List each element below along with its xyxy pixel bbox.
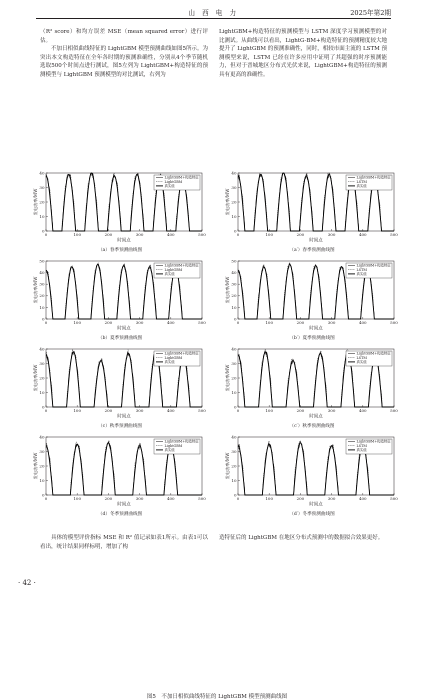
x-tick-label: 400 (166, 320, 175, 325)
x-tick-label: 300 (135, 320, 144, 325)
legend-entry: 真实值 (356, 184, 367, 188)
chart-svg (30, 259, 210, 335)
body-column-right-bottom (219, 534, 387, 543)
x-tick-label: 200 (296, 496, 305, 501)
y-axis-label: 发电功率/MW (33, 364, 38, 392)
x-tick-label: 0 (236, 232, 240, 237)
paragraph: 不加日相似曲线特征的 LightGBM 模型预测曲线如图5所示。为突出本文构造特征在全年各时期的预测准确性，分别从4个季节随机选取500个时间点进行测试，图5左列为 LightGBM+构造特征的预测模型与 LightGBM 预测模型的对比测试，右列为 (40, 46, 208, 78)
panel-caption: （d）冬季预测曲线图 (97, 512, 143, 517)
y-tick-label: 30 (231, 448, 237, 454)
panel-caption: （d′）冬季预测曲线图 (289, 512, 335, 517)
legend-entry: LightGBM+构造特征 (356, 263, 391, 268)
y-axis-label: 发电功率/MW (225, 276, 230, 304)
x-tick-label: 0 (236, 320, 240, 325)
legend-entry: LightGBM+构造特征 (356, 175, 391, 180)
legend-entry: LightGBM+构造特征 (356, 439, 391, 444)
y-axis-label: 发电功率/MW (33, 276, 38, 304)
y-tick-label: 20 (231, 375, 237, 381)
panel-caption: （a）春季预测曲线图 (97, 248, 143, 253)
body-column-right (219, 28, 387, 80)
x-tick-label: 300 (135, 232, 144, 237)
legend-entry: LightGBM+构造特征 (164, 263, 199, 268)
legend-entry: LSTM (356, 267, 367, 272)
y-tick-label: 30 (39, 281, 45, 287)
y-tick-label: 20 (39, 293, 45, 299)
x-tick-label: 500 (198, 320, 206, 325)
x-tick-label: 500 (390, 320, 398, 325)
y-tick-label: 30 (39, 360, 45, 366)
legend-entry: LightGBM+构造特征 (164, 439, 199, 444)
y-tick-label: 0 (233, 492, 237, 498)
y-tick-label: 10 (231, 304, 237, 310)
legend-entry: LightGBM (164, 355, 183, 360)
x-tick-label: 400 (358, 320, 367, 325)
panel-caption: （a′）春季预测曲线图 (289, 248, 335, 253)
x-tick-label: 100 (265, 232, 274, 237)
y-axis-label: 发电功率/MW (225, 364, 230, 392)
x-tick-label: 100 (265, 320, 274, 325)
y-tick-label: 40 (39, 270, 45, 275)
legend-entry: LSTM (356, 355, 367, 360)
chart-svg (222, 347, 402, 423)
y-tick-label: 20 (231, 463, 237, 469)
legend-entry: LSTM (356, 443, 367, 448)
x-axis-label: 时间点 (309, 238, 323, 244)
x-axis-label: 时间点 (117, 414, 131, 420)
chart-panel-b′ (222, 259, 402, 344)
y-tick-label: 20 (231, 199, 237, 205)
x-tick-label: 0 (44, 232, 48, 237)
legend-entry: LightGBM+构造特征 (164, 175, 199, 180)
x-tick-label: 400 (358, 496, 367, 501)
x-tick-label: 500 (390, 232, 398, 237)
y-tick-label: 30 (231, 360, 237, 366)
paragraph: 造特征后的 LightGBM 在地区分布式预测中的数据拟合效果更好。 (219, 535, 384, 541)
x-tick-label: 100 (73, 408, 82, 413)
x-tick-label: 500 (198, 408, 206, 413)
legend-entry: 真实值 (164, 360, 175, 364)
x-tick-label: 200 (104, 496, 113, 501)
x-tick-label: 300 (327, 408, 336, 413)
x-tick-label: 0 (236, 408, 240, 413)
chart-panel-d (30, 435, 210, 520)
x-axis-label: 时间点 (117, 502, 131, 508)
x-tick-label: 0 (44, 496, 48, 501)
x-tick-label: 0 (44, 320, 48, 325)
y-axis-label: 发电功率/MW (225, 452, 230, 480)
y-tick-label: 40 (231, 270, 237, 275)
legend-entry: LightGBM+构造特征 (356, 351, 391, 356)
body-column-left (40, 28, 208, 80)
x-tick-label: 400 (358, 232, 367, 237)
y-tick-label: 30 (39, 448, 45, 454)
chart-svg (30, 435, 210, 511)
chart-panel-a′ (222, 171, 402, 256)
x-tick-label: 400 (166, 232, 175, 237)
x-axis-label: 时间点 (309, 414, 323, 420)
x-tick-label: 500 (390, 408, 398, 413)
y-tick-label: 0 (41, 316, 45, 322)
legend-entry: 真实值 (164, 184, 175, 188)
chart-panel-b (30, 259, 210, 344)
y-tick-label: 0 (233, 404, 237, 410)
legend-entry: LightGBM (164, 443, 183, 448)
x-tick-label: 200 (296, 408, 305, 413)
y-tick-label: 40 (231, 170, 237, 176)
y-tick-label: 20 (39, 199, 45, 205)
x-tick-label: 200 (296, 232, 305, 237)
x-tick-label: 500 (390, 496, 398, 501)
x-tick-label: 300 (327, 496, 336, 501)
legend-entry: 真实值 (164, 272, 175, 276)
x-tick-label: 200 (104, 320, 113, 325)
y-tick-label: 0 (41, 228, 45, 234)
y-tick-label: 40 (39, 170, 45, 176)
y-tick-label: 10 (231, 213, 237, 219)
paragraph: 具体的模型评价指标 MSE 和 R² 值记录如表1所示。由表1可以看出，统计结果同样标明，增加了构 (40, 535, 208, 550)
figure-caption: 图5 不加日相似曲线特征的 LightGBM 模型预测曲线图 (146, 694, 288, 700)
x-axis-label: 时间点 (309, 326, 323, 332)
paragraph: LightGBM+构造特征的预测模型与 LSTM 深度学习预测模型的对比测试。从曲线可以看出，LightG-BM+构造特征的预测精度较大地提升了 LightGBM 的预测准确性，同时，相较市面主流的 LSTM 预测模型来说，LSTM 已经在许多应用中证明了其超强的时序预测能力，但对于晋城地区分布式光伏来说，LightGBM+构造特征的预测具有更高的准确性。 (219, 29, 387, 78)
legend-entry: 真实值 (356, 272, 367, 276)
x-tick-label: 200 (104, 232, 113, 237)
chart-svg (222, 259, 402, 335)
legend-entry: LightGBM (164, 179, 183, 184)
running-header (36, 0, 391, 21)
y-tick-label: 30 (231, 184, 237, 190)
x-tick-label: 300 (135, 496, 144, 501)
y-tick-label: 50 (39, 258, 45, 264)
header-rule (36, 18, 391, 19)
x-tick-label: 100 (73, 232, 82, 237)
y-tick-label: 40 (39, 434, 45, 440)
x-tick-label: 400 (358, 408, 367, 413)
x-tick-label: 300 (327, 232, 336, 237)
y-axis-label: 发电功率/MW (33, 452, 38, 480)
y-tick-label: 0 (41, 404, 45, 410)
y-tick-label: 10 (39, 389, 45, 395)
legend-entry: LightGBM+构造特征 (164, 351, 199, 356)
page-number: · 42 · (18, 579, 36, 587)
chart-panel-d′ (222, 435, 402, 520)
panel-caption: （c′）秋季预测曲线图 (289, 424, 335, 429)
x-tick-label: 500 (198, 232, 206, 237)
x-tick-label: 300 (135, 408, 144, 413)
x-tick-label: 200 (104, 408, 113, 413)
y-tick-label: 0 (233, 316, 237, 322)
x-tick-label: 100 (265, 496, 274, 501)
y-tick-label: 10 (39, 477, 45, 483)
chart-panel-c′ (222, 347, 402, 432)
chart-panel-a (30, 171, 210, 256)
y-tick-label: 10 (39, 304, 45, 310)
legend-entry: 真实值 (164, 448, 175, 452)
y-tick-label: 20 (231, 293, 237, 299)
legend-entry: 真实值 (356, 360, 367, 364)
x-tick-label: 400 (166, 496, 175, 501)
legend-entry: 真实值 (356, 448, 367, 452)
panel-caption: （b′）夏季预测曲线图 (289, 336, 335, 341)
y-tick-label: 20 (39, 463, 45, 469)
x-axis-label: 时间点 (117, 326, 131, 332)
y-tick-label: 10 (39, 213, 45, 219)
y-tick-label: 0 (233, 228, 237, 234)
chart-svg (30, 347, 210, 423)
x-tick-label: 100 (73, 496, 82, 501)
panel-caption: （c）秋季预测曲线图 (98, 424, 142, 429)
y-axis-label: 发电功率/MW (33, 188, 38, 216)
x-tick-label: 500 (198, 496, 206, 501)
legend-entry: LightGBM (164, 267, 183, 272)
y-tick-label: 40 (231, 434, 237, 440)
y-tick-label: 10 (231, 477, 237, 483)
x-tick-label: 200 (296, 320, 305, 325)
legend-entry: LSTM (356, 179, 367, 184)
journal-title: 山 西 电 力 (188, 9, 239, 17)
panel-caption: （b）夏季预测曲线图 (97, 336, 143, 341)
chart-svg (30, 171, 210, 247)
body-column-left-bottom (40, 534, 208, 551)
chart-svg (222, 171, 402, 247)
y-tick-label: 30 (39, 184, 45, 190)
chart-svg (222, 435, 402, 511)
y-tick-label: 40 (231, 346, 237, 352)
y-tick-label: 20 (39, 375, 45, 381)
x-tick-label: 400 (166, 408, 175, 413)
x-tick-label: 100 (73, 320, 82, 325)
y-tick-label: 0 (41, 492, 45, 498)
paragraph: （R² score）和均方误差 MSE（mean squared error）进行评估。 (40, 29, 208, 44)
y-tick-label: 50 (231, 258, 237, 264)
x-axis-label: 时间点 (117, 238, 131, 244)
y-axis-label: 发电功率/MW (225, 188, 230, 216)
chart-panel-c (30, 347, 210, 432)
x-tick-label: 300 (327, 320, 336, 325)
y-tick-label: 40 (39, 346, 45, 352)
x-tick-label: 100 (265, 408, 274, 413)
issue-label: 2025年第2期 (350, 9, 391, 17)
y-tick-label: 30 (231, 281, 237, 287)
x-tick-label: 0 (236, 496, 240, 501)
x-tick-label: 0 (44, 408, 48, 413)
y-tick-label: 10 (231, 389, 237, 395)
x-axis-label: 时间点 (309, 502, 323, 508)
